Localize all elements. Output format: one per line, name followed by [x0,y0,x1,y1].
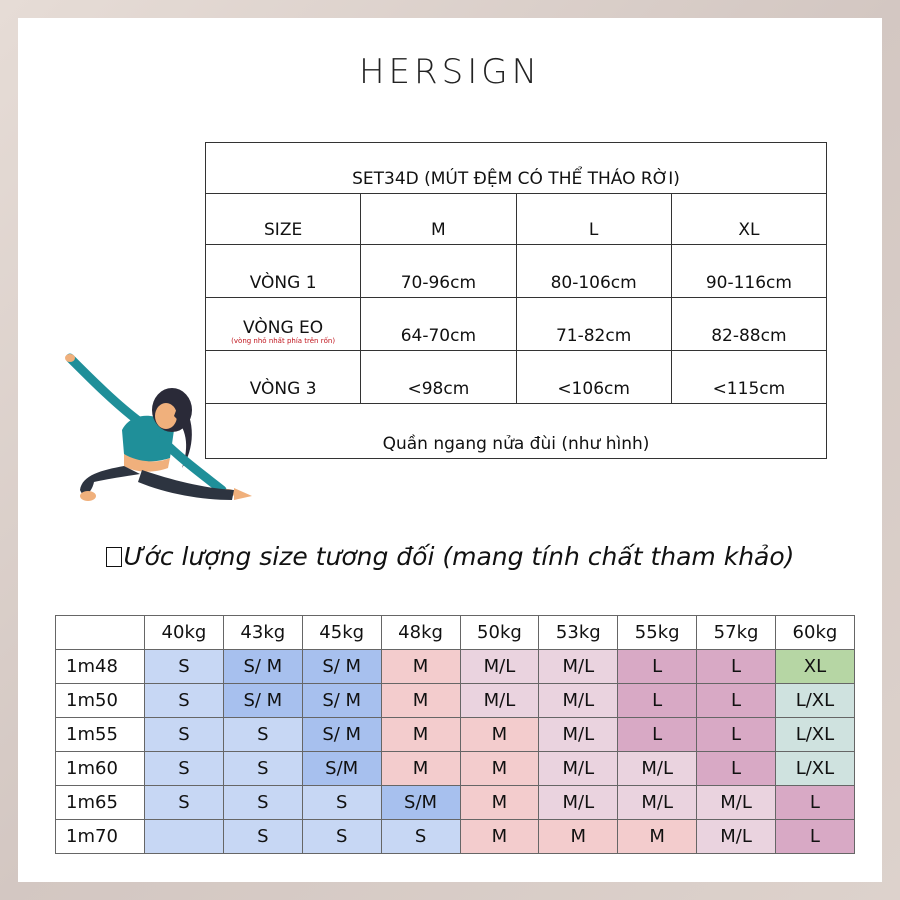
grid-size-cell: S [302,820,381,854]
grid-size-cell [145,820,224,854]
grid-size-cell: L [697,650,776,684]
grid-size-cell: XL [776,650,855,684]
grid-size-cell: M [460,752,539,786]
spec-cell: <115cm [671,351,826,404]
grid-row [56,718,855,752]
grid-size-cell: M [381,752,460,786]
grid-header-row [56,616,855,650]
spec-row-label: VÒNG 1 [206,245,361,298]
grid-height-label: 1m60 [56,752,145,786]
grid-size-cell: M/L [539,752,618,786]
grid-size-cell: S/M [302,752,381,786]
grid-size-cell: L [776,820,855,854]
grid-size-cell: L [697,752,776,786]
grid-size-cell: M [539,820,618,854]
grid-size-cell: L [618,650,697,684]
grid-weight-header: 55kg [618,616,697,650]
grid-weight-header: 40kg [145,616,224,650]
brand-logo: HERSIGN [358,52,542,92]
spec-size-header: SIZE [206,194,361,245]
grid-size-cell: S/ M [302,718,381,752]
grid-size-cell: L [776,786,855,820]
grid-size-cell: S [223,820,302,854]
grid-height-label: 1m50 [56,684,145,718]
grid-size-cell: S [223,718,302,752]
grid-size-cell: M [381,684,460,718]
grid-size-cell: S/M [381,786,460,820]
grid-size-cell: M [381,650,460,684]
spec-row-label: VÒNG 3 [206,351,361,404]
grid-weight-header: 50kg [460,616,539,650]
grid-row [56,650,855,684]
grid-size-cell: M/L [539,650,618,684]
yoga-figure-illustration [62,350,257,520]
spec-row-label-waist [206,298,361,351]
spec-size-l: L [516,194,671,245]
grid-weight-header: 43kg [223,616,302,650]
size-estimate-heading-text: Ước lượng size tương đối (mang tính chất tham khảo) [123,542,795,571]
grid-size-cell: S [223,752,302,786]
grid-size-cell: M [618,820,697,854]
spec-table-title: SET34D (MÚT ĐỆM CÓ THỂ THÁO RỜI) [206,143,827,194]
grid-row [56,684,855,718]
grid-height-label: 1m55 [56,718,145,752]
grid-size-cell: S [145,718,224,752]
grid-height-label: 1m48 [56,650,145,684]
grid-weight-header: 53kg [539,616,618,650]
grid-size-cell: S [145,752,224,786]
spec-cell: 82-88cm [671,298,826,351]
grid-size-cell: M/L [539,786,618,820]
spec-cell: 80-106cm [516,245,671,298]
grid-size-cell: L/XL [776,752,855,786]
spec-footer-note: Quần ngang nửa đùi (như hình) [206,404,827,459]
grid-size-cell: M/L [697,786,776,820]
grid-row [56,820,855,854]
size-spec-table [205,142,827,459]
grid-height-label: 1m70 [56,820,145,854]
grid-size-cell: M/L [539,718,618,752]
grid-weight-header: 45kg [302,616,381,650]
spec-row-label: VÒNG EO [243,318,324,338]
grid-size-cell: S [223,786,302,820]
grid-size-cell: S [381,820,460,854]
grid-height-label: 1m65 [56,786,145,820]
grid-size-cell: M/L [539,684,618,718]
grid-size-cell: M [381,718,460,752]
grid-size-cell: M [460,820,539,854]
spec-size-m: M [361,194,516,245]
grid-size-cell: S [302,786,381,820]
spec-cell: <106cm [516,351,671,404]
grid-size-cell: M [460,718,539,752]
spec-cell: 64-70cm [361,298,516,351]
spec-cell: <98cm [361,351,516,404]
grid-size-cell: S [145,650,224,684]
height-weight-size-grid [55,615,855,854]
size-estimate-heading [0,542,900,571]
grid-weight-header: 57kg [697,616,776,650]
grid-size-cell: L [697,684,776,718]
grid-size-cell: M/L [697,820,776,854]
grid-size-cell: L/XL [776,684,855,718]
grid-weight-header: 60kg [776,616,855,650]
grid-size-cell: M [460,786,539,820]
grid-size-cell: S/ M [302,650,381,684]
spec-cell: 90-116cm [671,245,826,298]
grid-size-cell: S [145,786,224,820]
spec-cell: 70-96cm [361,245,516,298]
grid-row [56,786,855,820]
grid-size-cell: L/XL [776,718,855,752]
grid-row [56,752,855,786]
grid-weight-header: 48kg [381,616,460,650]
grid-size-cell: L [618,684,697,718]
grid-size-cell: M/L [618,786,697,820]
grid-size-cell: S/ M [223,650,302,684]
grid-size-cell: L [697,718,776,752]
grid-size-cell: S/ M [223,684,302,718]
grid-corner-cell [56,616,145,650]
spec-waist-note: (vòng nhỏ nhất phía trên rốn) [231,337,336,345]
missing-glyph-icon [106,547,122,567]
grid-size-cell: M/L [460,650,539,684]
grid-size-cell: M/L [460,684,539,718]
spec-size-xl: XL [671,194,826,245]
grid-size-cell: M/L [618,752,697,786]
spec-cell: 71-82cm [516,298,671,351]
grid-size-cell: S [145,684,224,718]
grid-size-cell: S/ M [302,684,381,718]
grid-size-cell: L [618,718,697,752]
